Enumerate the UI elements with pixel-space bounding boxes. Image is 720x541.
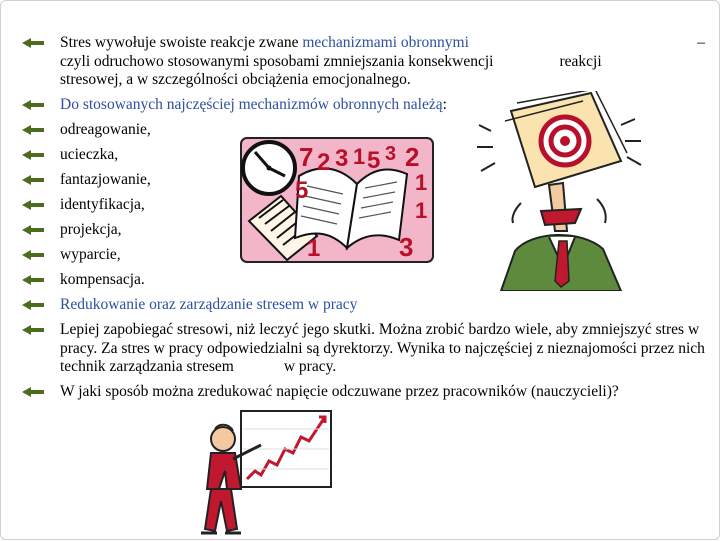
clipart-number: 5 [367,147,381,174]
bullet-text: fantazjowanie, [60,171,151,188]
clipart-number: 1 [307,235,321,262]
stressed-man-target-clipart [471,91,651,291]
bullet-text: Lepiej zapobiegać stresowi, niż leczyć jego skutki. Można zrobić bardzo wiele, aby zmniejszyć stres w pracy. Za stres w pracy odpowiedzialni są dyrektorzy. Wynika to najczęściej z nieznajomości przez nich technik zarządzania stresem [60,321,705,375]
man-figure-icon [501,183,621,291]
bullet-marker-icon [21,222,45,238]
clipart-number: 2 [317,149,331,176]
clock-icon [243,142,295,194]
clipart-number: 5 [295,177,309,204]
bullet-text: ucieczka, [60,146,119,163]
bullet-text: reakcji [559,52,602,70]
clipart-number: 3 [399,232,414,262]
bullet-marker-icon [21,384,45,400]
clipart-number: 7 [299,142,314,172]
bullet-marker-icon [21,172,45,188]
dash-symbol: – [697,34,705,51]
bullet-text: wyparcie, [60,246,121,263]
clipart-number: 1 [415,170,428,195]
bullet-marker-icon [21,272,45,288]
bullet-marker-icon [21,322,45,338]
bullet-marker-icon [21,97,45,113]
bullet-text: czyli odruchowo stosowanymi sposobami zmniejszania konsekwencji [60,52,494,70]
bullet-text: identyfikacja, [60,196,145,213]
target-papers-icon [505,91,627,187]
clipart-number: 3 [385,143,397,165]
bullet-marker-icon [21,147,45,163]
bullet-text: odreagowanie, [60,121,151,138]
bullet-text: w pracy. [283,358,337,375]
bullet-text: kompensacja. [60,271,145,288]
bullet-text: Do stosowanych najczęściej mechanizmów obronnych należą [60,96,443,113]
clipart-number: 1 [415,198,428,223]
bullet-marker-icon [21,247,45,263]
clipart-number: 3 [335,145,349,172]
bullet-marker-icon [21,35,45,51]
bullet-question [21,383,711,402]
bullet-text: W jaki sposób można zredukować napięcie odczuwane przez pracowników (nauczycieli)? [60,383,619,400]
bullet-marker-icon [21,297,45,313]
clipart-number: 1 [353,144,366,169]
bullet-prevention [21,321,711,377]
bullet-text: Redukowanie oraz zarządzanie stresem w pracy [60,296,358,313]
bullet-marker-icon [21,122,45,138]
stress-clipart-clock-book [239,136,435,264]
man-growth-chart-clipart [197,409,337,541]
clipart-number: 2 [405,142,420,172]
bullet-text: projekcja, [60,221,122,238]
bullet-text: Stres wywołuje swoiste reakcje zwane [60,34,303,51]
bullet-marker-icon [21,197,45,213]
bullet-highlight: mechanizmami obronnymi [302,34,469,51]
bullet-defense-mechanisms [21,34,711,90]
bullet-stress-management [21,296,711,315]
bullet-text: : [442,96,447,113]
bullet-text: stresowej, a w szczególności obciążenia emocjonalnego. [60,71,411,88]
